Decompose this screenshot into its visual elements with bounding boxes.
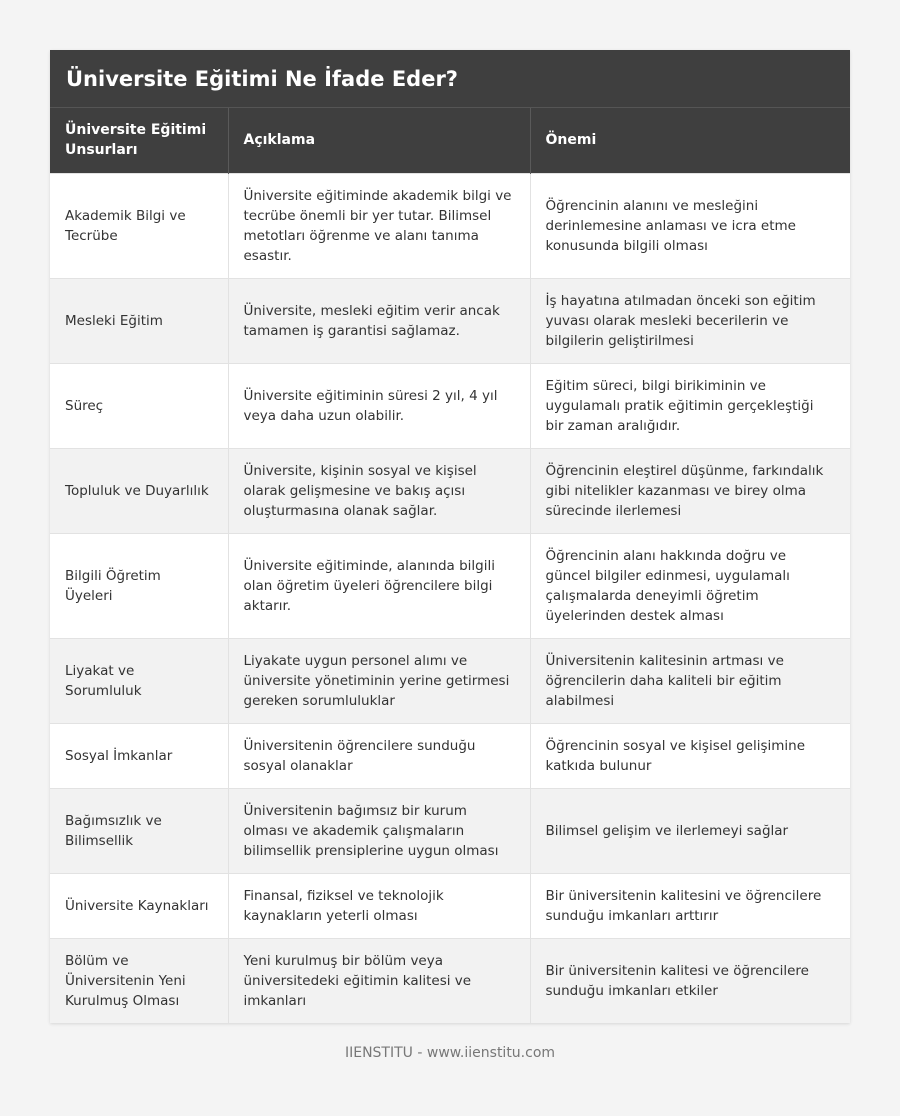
table-body bbox=[50, 173, 850, 1023]
table-row bbox=[50, 173, 850, 278]
cell-importance: Bilimsel gelişim ve ilerlemeyi sağlar bbox=[530, 788, 850, 873]
cell-importance: Öğrencinin alanı hakkında doğru ve güncel bilgiler edinmesi, uygulamalı çalışmalarda deneyimli öğretim üyelerinden destek alması bbox=[530, 533, 850, 638]
cell-description: Finansal, fiziksel ve teknolojik kaynakların yeterli olması bbox=[228, 873, 530, 938]
cell-element: Bağımsızlık ve Bilimsellik bbox=[50, 788, 228, 873]
cell-importance: Öğrencinin eleştirel düşünme, farkındalık gibi nitelikler kazanması ve birey olma sürecinde ilerlemesi bbox=[530, 448, 850, 533]
column-header-elements: Üniversite Eğitimi Unsurları bbox=[50, 108, 228, 173]
cell-element: Liyakat ve Sorumluluk bbox=[50, 638, 228, 723]
table-row bbox=[50, 873, 850, 938]
column-header-description: Açıklama bbox=[228, 108, 530, 173]
cell-description: Liyakate uygun personel alımı ve üniversite yönetiminin yerine getirmesi gereken sorumluluklar bbox=[228, 638, 530, 723]
table-row bbox=[50, 278, 850, 363]
info-table bbox=[50, 108, 850, 1023]
cell-description: Üniversitenin öğrencilere sunduğu sosyal olanaklar bbox=[228, 723, 530, 788]
table-row bbox=[50, 723, 850, 788]
cell-importance: Öğrencinin sosyal ve kişisel gelişimine katkıda bulunur bbox=[530, 723, 850, 788]
cell-element: Bilgili Öğretim Üyeleri bbox=[50, 533, 228, 638]
cell-description: Üniversite eğitiminde, alanında bilgili olan öğretim üyeleri öğrencilere bilgi aktarır. bbox=[228, 533, 530, 638]
table-row bbox=[50, 638, 850, 723]
table-row bbox=[50, 788, 850, 873]
table-row bbox=[50, 448, 850, 533]
table-row bbox=[50, 533, 850, 638]
table-row bbox=[50, 938, 850, 1023]
cell-importance: Üniversitenin kalitesinin artması ve öğrencilerin daha kaliteli bir eğitim alabilmesi bbox=[530, 638, 850, 723]
cell-description: Üniversitenin bağımsız bir kurum olması ve akademik çalışmaların bilimsellik prensiplerine uygun olması bbox=[228, 788, 530, 873]
cell-description: Üniversite, kişinin sosyal ve kişisel olarak gelişmesine ve bakış açısı oluşturmasına olanak sağlar. bbox=[228, 448, 530, 533]
cell-description: Üniversite eğitiminin süresi 2 yıl, 4 yıl veya daha uzun olabilir. bbox=[228, 363, 530, 448]
cell-element: Mesleki Eğitim bbox=[50, 278, 228, 363]
column-header-importance: Önemi bbox=[530, 108, 850, 173]
cell-importance: İş hayatına atılmadan önceki son eğitim yuvası olarak mesleki becerilerin ve bilgilerin geliştirilmesi bbox=[530, 278, 850, 363]
cell-importance: Öğrencinin alanını ve mesleğini derinlemesine anlaması ve icra etme konusunda bilgili olması bbox=[530, 173, 850, 278]
cell-element: Süreç bbox=[50, 363, 228, 448]
cell-description: Yeni kurulmuş bir bölüm veya üniversitedeki eğitimin kalitesi ve imkanları bbox=[228, 938, 530, 1023]
content-card bbox=[50, 50, 850, 1023]
table-header bbox=[50, 108, 850, 173]
cell-importance: Eğitim süreci, bilgi birikiminin ve uygulamalı pratik eğitimin gerçekleştiği bir zaman aralığıdır. bbox=[530, 363, 850, 448]
cell-element: Akademik Bilgi ve Tecrübe bbox=[50, 173, 228, 278]
cell-description: Üniversite eğitiminde akademik bilgi ve tecrübe önemli bir yer tutar. Bilimsel metotları öğrenme ve alanı tanıma esastır. bbox=[228, 173, 530, 278]
cell-element: Topluluk ve Duyarlılık bbox=[50, 448, 228, 533]
page-title: Üniversite Eğitimi Ne İfade Eder? bbox=[50, 50, 850, 108]
cell-element: Bölüm ve Üniversitenin Yeni Kurulmuş Olması bbox=[50, 938, 228, 1023]
cell-description: Üniversite, mesleki eğitim verir ancak tamamen iş garantisi sağlamaz. bbox=[228, 278, 530, 363]
cell-importance: Bir üniversitenin kalitesi ve öğrencilere sunduğu imkanları etkiler bbox=[530, 938, 850, 1023]
cell-element: Üniversite Kaynakları bbox=[50, 873, 228, 938]
cell-importance: Bir üniversitenin kalitesini ve öğrencilere sunduğu imkanları arttırır bbox=[530, 873, 850, 938]
table-row bbox=[50, 363, 850, 448]
footer-credit: IIENSTITU - www.iienstitu.com bbox=[344, 1045, 556, 1061]
cell-element: Sosyal İmkanlar bbox=[50, 723, 228, 788]
